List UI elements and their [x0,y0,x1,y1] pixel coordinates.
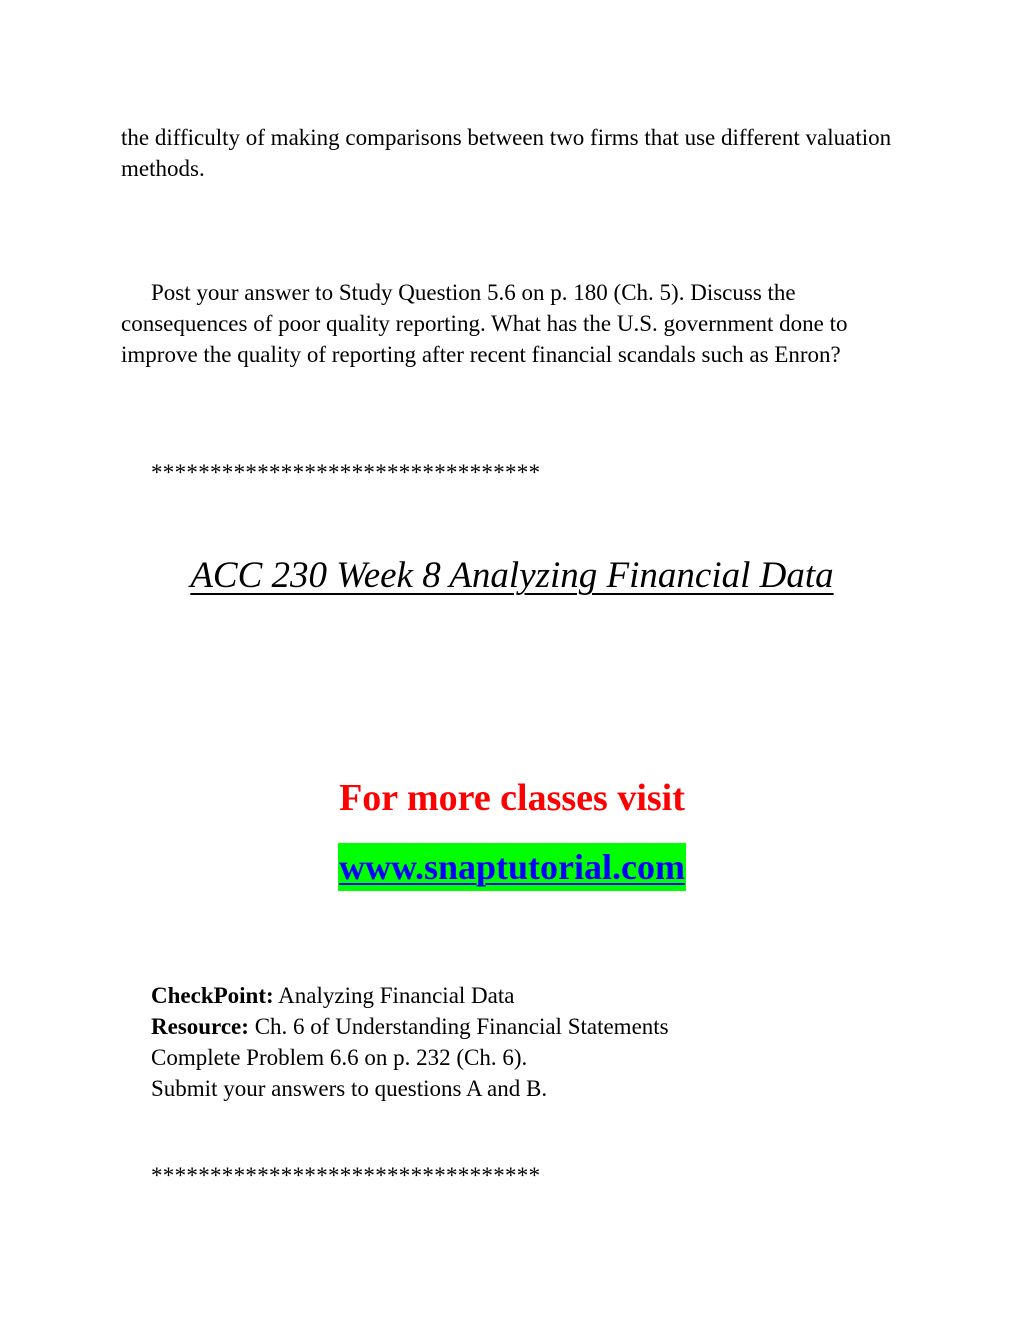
checkpoint-value: Analyzing Financial Data [273,983,515,1008]
promo-text: For more classes visit [339,777,685,819]
page-title: ACC 230 Week 8 Analyzing Financial Data [190,555,834,596]
checkpoint-label: CheckPoint: [151,983,274,1008]
intro-paragraph: the difficulty of making comparisons between two firms that use different valuation methods. [121,125,892,181]
checkpoint-block [151,980,911,1104]
snaptutorial-link[interactable]: www.snaptutorial.com [338,843,686,891]
checkpoint-line [151,980,911,1011]
resource-line [151,1011,911,1042]
promo-link-container [0,843,1024,891]
separator-top: ********************************* [151,460,541,485]
resource-label: Resource: [151,1014,249,1039]
study-question-paragraph: Post your answer to Study Question 5.6 on p. 180 (Ch. 5). Discuss the consequences of poor quality reporting. What has the U.S. government done to improve the quality of reporting after recent financial scandals such as Enron? [121,280,848,367]
separator-bottom: ********************************* [151,1163,541,1188]
instruction-line-2: Submit your answers to questions A and B. [151,1076,548,1101]
instruction-line-1: Complete Problem 6.6 on p. 232 (Ch. 6). [151,1045,528,1070]
resource-value: Ch. 6 of Understanding Financial Statements [248,1014,669,1039]
